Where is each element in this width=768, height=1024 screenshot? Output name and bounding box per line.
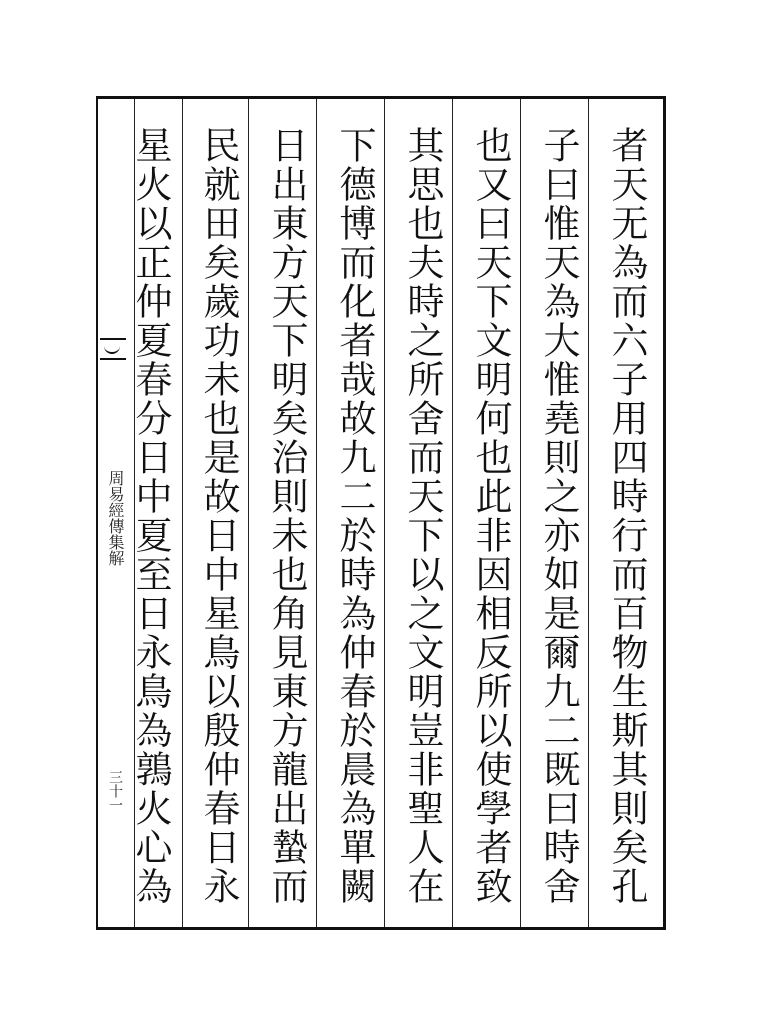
column-divider <box>452 99 453 927</box>
fish-tail-mark <box>100 338 126 360</box>
margin-page-number: 三十一 <box>107 770 123 812</box>
text-column-2: 子曰惟天為大惟堯則之亦如是爾九二既曰時舍 <box>537 126 580 906</box>
column-divider <box>248 99 249 927</box>
text-column-1: 者天无為而六子用四時行而百物生斯其則矣孔 <box>605 126 648 906</box>
text-column-6: 日出東方天下明矣治則未也角見東方龍出蟄而 <box>265 126 308 906</box>
column-divider <box>316 99 317 927</box>
column-divider <box>520 99 521 927</box>
text-column-4: 其思也夫時之所舍而天下以之文明豈非聖人在 <box>401 126 444 906</box>
text-column-8: 星火以正仲夏春分日中夏至日永鳥為鶉火心為 <box>129 126 172 906</box>
margin-book-title: 周易經傳集解 <box>106 470 125 566</box>
column-divider <box>384 99 385 927</box>
column-divider <box>182 99 183 927</box>
column-divider <box>588 99 589 927</box>
text-column-3: 也又曰天下文明何也此非因相反所以使學者致 <box>469 126 512 906</box>
text-column-5: 下德博而化者哉故九二於時為仲春於晨為單闕 <box>333 126 376 906</box>
text-column-7: 民就田矣歲功未也是故日中星鳥以殷仲春日永 <box>197 126 240 906</box>
